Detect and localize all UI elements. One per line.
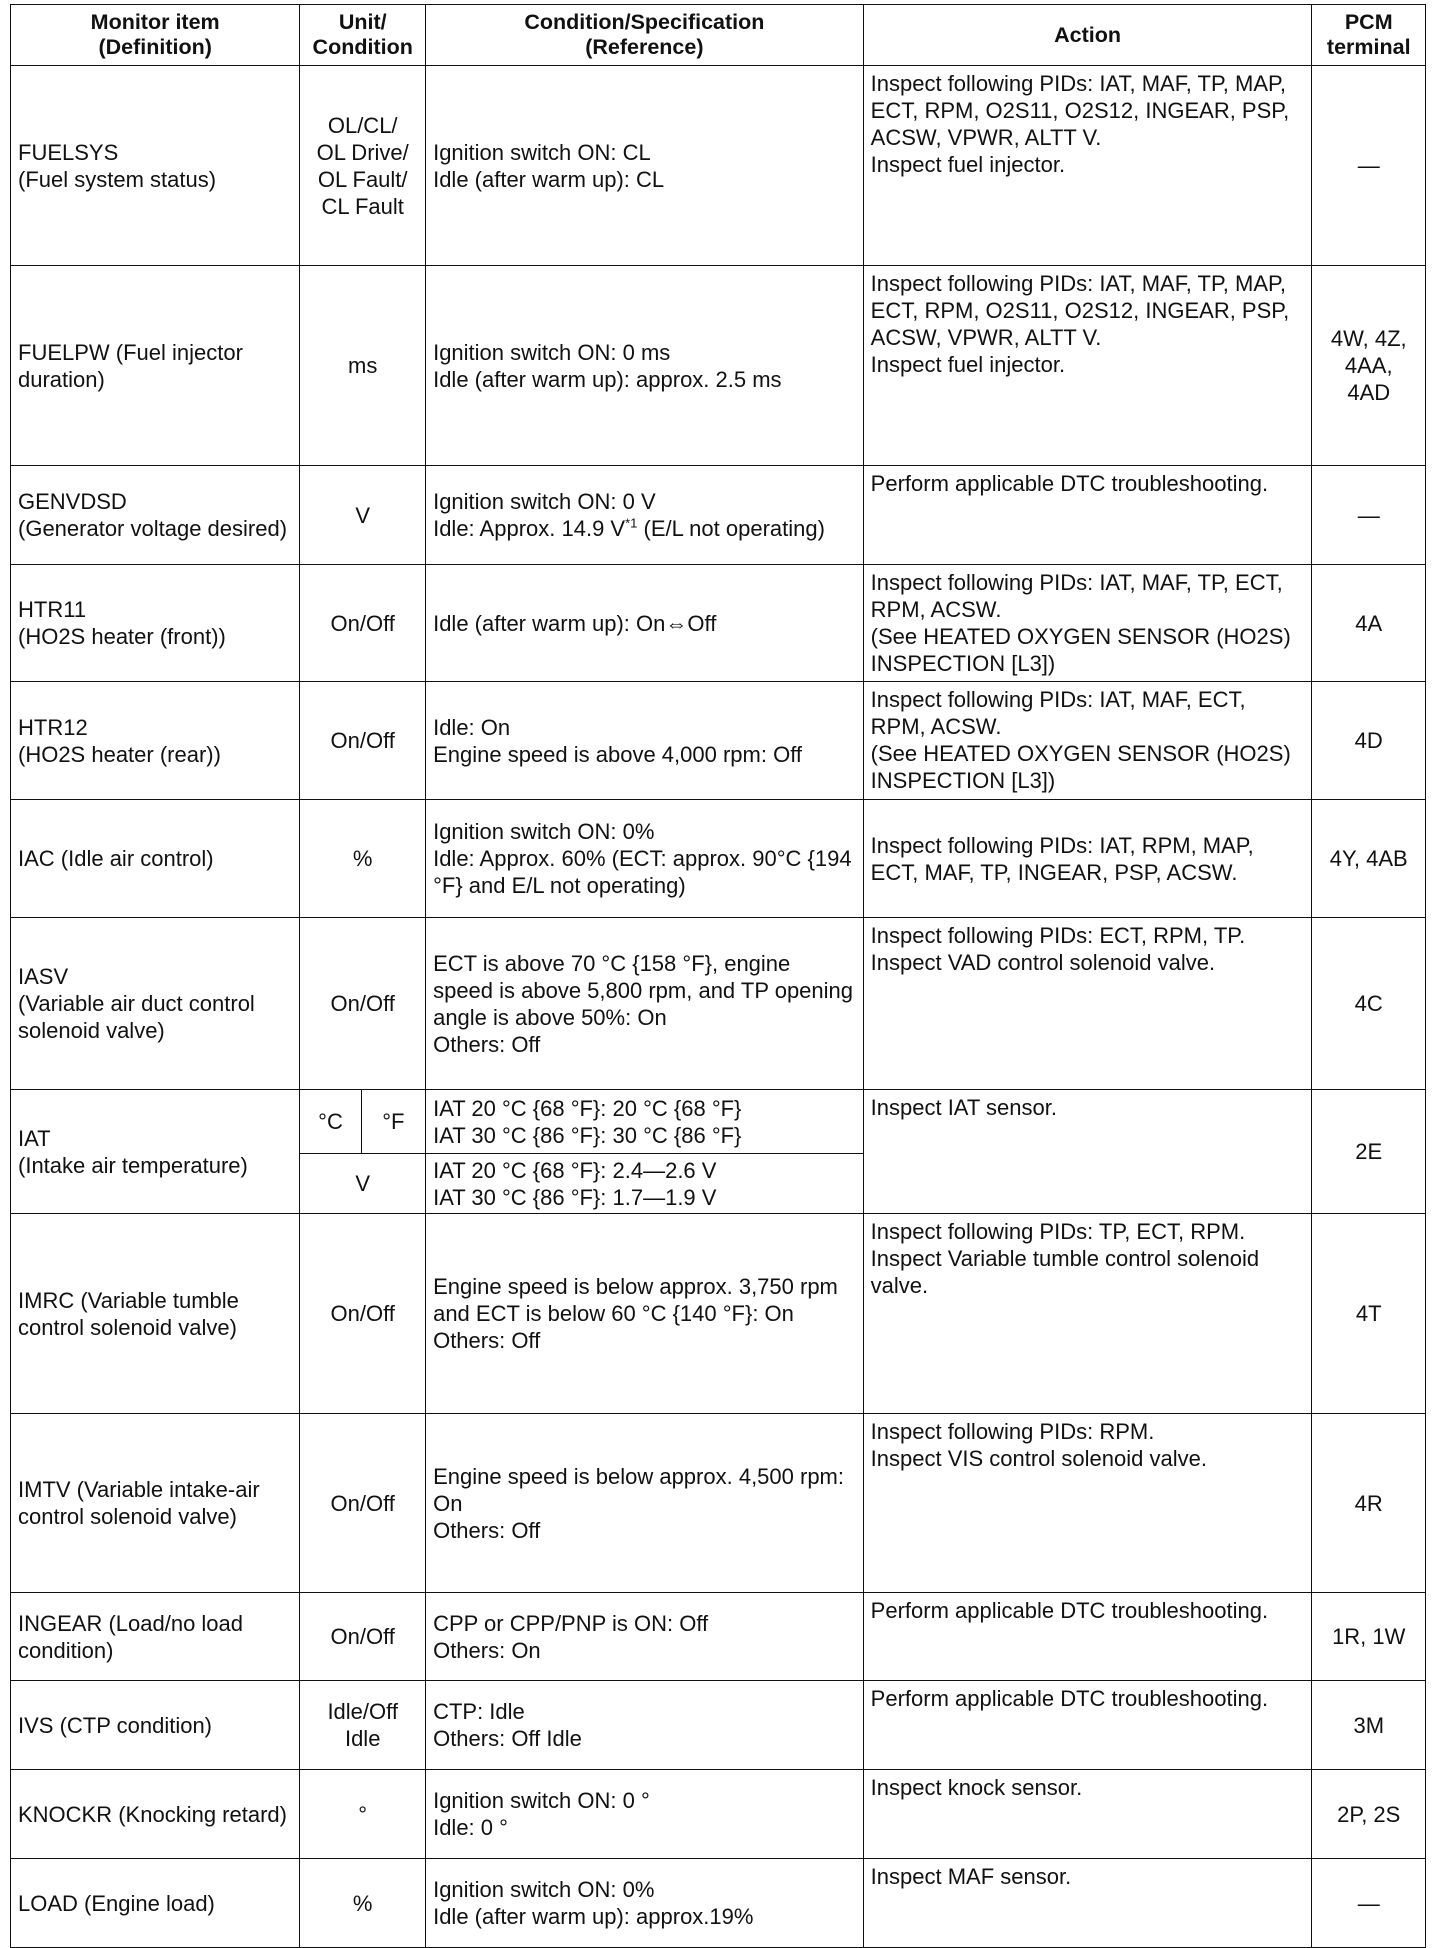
condition: Engine speed is below approx. 3,750 rpm and ECT is below 60 °C {140 °F}: On Others: Off — [426, 1214, 864, 1414]
unit: ° — [300, 1770, 426, 1859]
monitor-item: GENVDSD (Generator voltage desired) — [11, 466, 300, 565]
monitor-item: FUELSYS (Fuel system status) — [11, 66, 300, 266]
pcm-terminal: 4W, 4Z, 4AA, 4AD — [1312, 266, 1426, 466]
table-row — [11, 1770, 1426, 1859]
condition-line: Ignition switch ON: 0 V — [433, 489, 656, 514]
condition: CPP or CPP/PNP is ON: Off Others: On — [426, 1593, 864, 1681]
table-row — [11, 918, 1426, 1090]
condition: Engine speed is below approx. 4,500 rpm: On Others: Off — [426, 1414, 864, 1593]
pcm-terminal: 4C — [1312, 918, 1426, 1090]
condition-line: Idle: Approx. 14.9 V — [433, 516, 626, 541]
action: Inspect following PIDs: ECT, RPM, TP. Inspect VAD control solenoid valve. — [863, 918, 1312, 1090]
action: Perform applicable DTC troubleshooting. — [863, 466, 1312, 565]
monitor-item: IASV (Variable air duct control solenoid valve) — [11, 918, 300, 1090]
condition-line: (E/L not operating) — [637, 516, 825, 541]
condition: Ignition switch ON: 0% Idle: Approx. 60% (ECT: approx. 90°C {194 °F} and E/L not operating) — [426, 800, 864, 918]
unit: On/Off — [300, 1593, 426, 1681]
action: Inspect IAT sensor. — [863, 1090, 1312, 1214]
unit: On/Off — [300, 1414, 426, 1593]
action: Inspect following PIDs: RPM. Inspect VIS control solenoid valve. — [863, 1414, 1312, 1593]
action: Inspect following PIDs: IAT, RPM, MAP, ECT, MAF, TP, INGEAR, PSP, ACSW. — [863, 800, 1312, 918]
unit-celsius: °C — [300, 1090, 361, 1154]
footnote-mark: *1 — [625, 515, 638, 531]
unit-fahrenheit: °F — [361, 1090, 425, 1154]
condition — [426, 466, 864, 565]
unit: ms — [300, 266, 426, 466]
condition: IAT 20 °C {68 °F}: 20 °C {68 °F} IAT 30 °C {86 °F}: 30 °C {86 °F} — [426, 1090, 864, 1154]
header-pcm-terminal: PCM terminal — [1312, 5, 1426, 66]
monitor-item: IMTV (Variable intake-air control solenoid valve) — [11, 1414, 300, 1593]
table-row — [11, 466, 1426, 565]
table-row — [11, 1090, 1426, 1154]
pcm-terminal: 4T — [1312, 1214, 1426, 1414]
table-row — [11, 565, 1426, 682]
monitor-item: FUELPW (Fuel injector duration) — [11, 266, 300, 466]
action: Inspect knock sensor. — [863, 1770, 1312, 1859]
monitor-item: IVS (CTP condition) — [11, 1681, 300, 1770]
monitor-item: IMRC (Variable tumble control solenoid valve) — [11, 1214, 300, 1414]
pcm-terminal: — — [1312, 66, 1426, 266]
monitor-item: INGEAR (Load/no load condition) — [11, 1593, 300, 1681]
table-row — [11, 1681, 1426, 1770]
table-row — [11, 66, 1426, 266]
unit: Idle/Off Idle — [300, 1681, 426, 1770]
table-row — [11, 266, 1426, 466]
condition: IAT 20 °C {68 °F}: 2.4—2.6 V IAT 30 °C {86 °F}: 1.7—1.9 V — [426, 1154, 864, 1214]
condition: Ignition switch ON: 0% Idle (after warm up): approx.19% — [426, 1859, 864, 1948]
pcm-terminal: 1R, 1W — [1312, 1593, 1426, 1681]
table-row — [11, 1414, 1426, 1593]
pcm-terminal: 4A — [1312, 565, 1426, 682]
table-row — [11, 800, 1426, 918]
monitor-item: IAT (Intake air temperature) — [11, 1090, 300, 1214]
action: Perform applicable DTC troubleshooting. — [863, 1681, 1312, 1770]
header-monitor-item: Monitor item (Definition) — [11, 5, 300, 66]
condition: Ignition switch ON: 0 ms Idle (after warm up): approx. 2.5 ms — [426, 266, 864, 466]
monitor-table — [10, 4, 1426, 1948]
action: Inspect following PIDs: IAT, MAF, TP, MAP, ECT, RPM, O2S11, O2S12, INGEAR, PSP, ACSW, VPWR, ALTT V. Inspect fuel injector. — [863, 266, 1312, 466]
table-row — [11, 1214, 1426, 1414]
unit-volts: V — [300, 1154, 426, 1214]
action: Inspect following PIDs: TP, ECT, RPM. Inspect Variable tumble control solenoid valve. — [863, 1214, 1312, 1414]
condition: Idle (after warm up): On⇔Off — [426, 565, 864, 682]
condition: ECT is above 70 °C {158 °F}, engine speed is above 5,800 rpm, and TP opening angle is above 50%: On Others: Off — [426, 918, 864, 1090]
table-row — [11, 1593, 1426, 1681]
monitor-item: HTR11 (HO2S heater (front)) — [11, 565, 300, 682]
action: Inspect MAF sensor. — [863, 1859, 1312, 1948]
condition: Ignition switch ON: 0 ° Idle: 0 ° — [426, 1770, 864, 1859]
condition: Idle: On Engine speed is above 4,000 rpm: Off — [426, 682, 864, 800]
header-unit: Unit/ Condition — [300, 5, 426, 66]
pcm-terminal: 2E — [1312, 1090, 1426, 1214]
monitor-item: HTR12 (HO2S heater (rear)) — [11, 682, 300, 800]
condition: Ignition switch ON: CL Idle (after warm up): CL — [426, 66, 864, 266]
table-header-row — [11, 5, 1426, 66]
pcm-terminal: 4R — [1312, 1414, 1426, 1593]
header-condition: Condition/Specification (Reference) — [426, 5, 864, 66]
pcm-terminal: — — [1312, 466, 1426, 565]
action: Perform applicable DTC troubleshooting. — [863, 1593, 1312, 1681]
header-action: Action — [863, 5, 1312, 66]
table-row — [11, 1859, 1426, 1948]
unit: V — [300, 466, 426, 565]
pcm-terminal: 4D — [1312, 682, 1426, 800]
pcm-terminal: 2P, 2S — [1312, 1770, 1426, 1859]
unit: On/Off — [300, 1214, 426, 1414]
unit: % — [300, 1859, 426, 1948]
monitor-item: LOAD (Engine load) — [11, 1859, 300, 1948]
unit: On/Off — [300, 565, 426, 682]
unit: % — [300, 800, 426, 918]
pcm-terminal: 3M — [1312, 1681, 1426, 1770]
unit: OL/CL/ OL Drive/ OL Fault/ CL Fault — [300, 66, 426, 266]
pcm-terminal: — — [1312, 1859, 1426, 1948]
condition: CTP: Idle Others: Off Idle — [426, 1681, 864, 1770]
action: Inspect following PIDs: IAT, MAF, TP, ECT, RPM, ACSW. (See HEATED OXYGEN SENSOR (HO2S) INSPECTION [L3]) — [863, 565, 1312, 682]
action: Inspect following PIDs: IAT, MAF, TP, MAP, ECT, RPM, O2S11, O2S12, INGEAR, PSP, ACSW, VPWR, ALTT V. Inspect fuel injector. — [863, 66, 1312, 266]
unit: On/Off — [300, 682, 426, 800]
table-row — [11, 682, 1426, 800]
monitor-item: IAC (Idle air control) — [11, 800, 300, 918]
unit: On/Off — [300, 918, 426, 1090]
action: Inspect following PIDs: IAT, MAF, ECT, RPM, ACSW. (See HEATED OXYGEN SENSOR (HO2S) INSPECTION [L3]) — [863, 682, 1312, 800]
pcm-terminal: 4Y, 4AB — [1312, 800, 1426, 918]
monitor-item: KNOCKR (Knocking retard) — [11, 1770, 300, 1859]
